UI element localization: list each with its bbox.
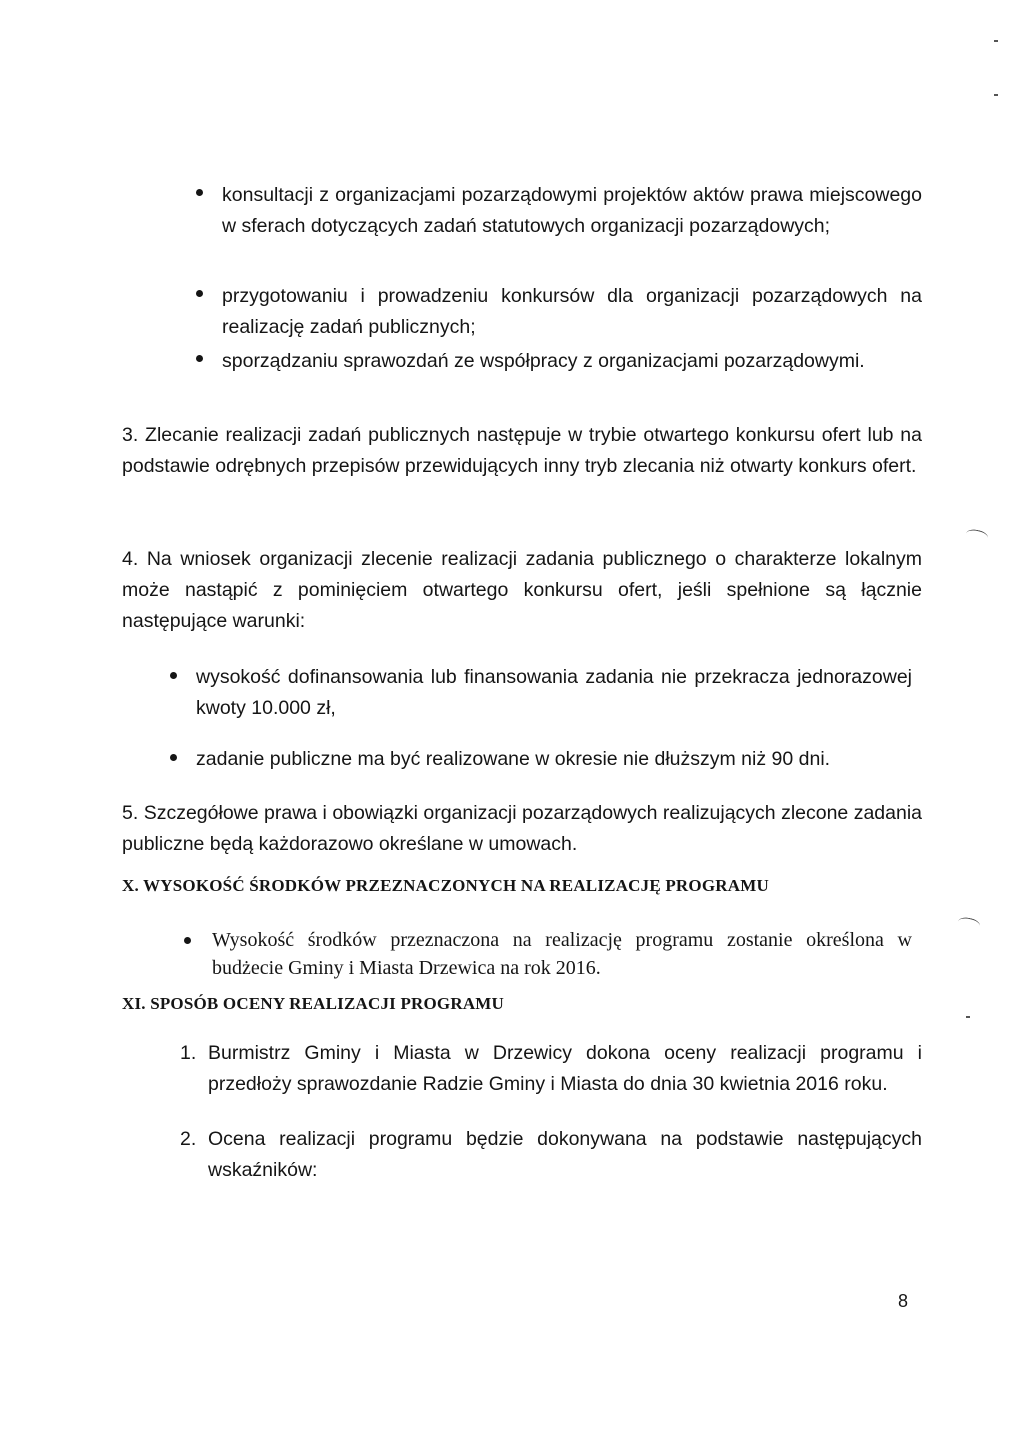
condition-item: zadanie publiczne ma być realizowane w okresie nie dłuższym niż 90 dni. bbox=[196, 748, 831, 770]
list-number: 1. bbox=[180, 1042, 197, 1064]
bullet-dot bbox=[196, 290, 203, 297]
evaluation-item: Ocena realizacji programu będzie dokonywana na podstawie następujących wskaźników: bbox=[208, 1128, 922, 1181]
list-number: 2. bbox=[180, 1128, 197, 1150]
bullet-dot bbox=[196, 189, 203, 196]
paragraph-3 bbox=[122, 420, 922, 482]
scan-mark bbox=[994, 94, 998, 96]
paragraph-text: Szczegółowe prawa i obowiązki organizacji pozarządowych realizujących zlecone zadania publiczne będą każdorazowo określane w umowach. bbox=[122, 802, 923, 855]
funding-bullet: Wysokość środków przeznaczona na realizację programu zostanie określona w budżecie Gminy i Miasta Drzewica na rok 2016. bbox=[212, 929, 912, 979]
bullet-dot bbox=[170, 754, 177, 761]
paragraph-number: 3. bbox=[122, 424, 139, 446]
bullet-dot bbox=[184, 937, 191, 944]
page-number: 8 bbox=[898, 1291, 909, 1311]
bullet-dot bbox=[196, 355, 203, 362]
condition-item: wysokość dofinansowania lub finansowania zadania nie przekracza jednorazowej kwoty 10.000 zł, bbox=[196, 666, 912, 719]
paragraph-text: Zlecanie realizacji zadań publicznych następuje w trybie otwartego konkursu ofert lub na podstawie odrębnych przepisów przewidujących inny tryb zlecania niż otwarty konkurs ofert. bbox=[122, 424, 922, 477]
scan-mark bbox=[965, 528, 989, 543]
bullet-item: sporządzaniu sprawozdań ze współpracy z organizacjami pozarządowymi. bbox=[222, 350, 865, 372]
bullet-item: przygotowaniu i prowadzeniu konkursów dla organizacji pozarządowych na realizację zadań publicznych; bbox=[222, 285, 922, 338]
paragraph-number: 4. bbox=[122, 548, 139, 570]
paragraph-5 bbox=[122, 798, 922, 860]
paragraph-4 bbox=[122, 544, 922, 637]
bullet-item: konsultacji z organizacjami pozarządowymi projektów aktów prawa miejscowego w sferach dotyczących zadań statutowych organizacji pozarządowych; bbox=[222, 184, 922, 237]
scan-mark bbox=[994, 40, 998, 42]
section-heading-x: X. WYSOKOŚĆ ŚRODKÓW PRZEZNACZONYCH NA REALIZACJĘ PROGRAMU bbox=[122, 876, 769, 895]
scan-mark bbox=[966, 1016, 970, 1018]
evaluation-item: Burmistrz Gminy i Miasta w Drzewicy dokona oceny realizacji programu i przedłoży sprawozdanie Radzie Gminy i Miasta do dnia 30 kwietnia 2016 roku. bbox=[208, 1042, 922, 1095]
paragraph-number: 5. bbox=[122, 802, 139, 824]
scan-mark bbox=[957, 916, 981, 931]
paragraph-text: Na wniosek organizacji zlecenie realizacji zadania publicznego o charakterze lokalnym może nastąpić z pominięciem otwartego konkursu ofert, jeśli spełnione są łącznie następujące warunki: bbox=[122, 548, 923, 632]
section-heading-xi: XI. SPOSÓB OCENY REALIZACJI PROGRAMU bbox=[122, 994, 505, 1013]
bullet-dot bbox=[170, 672, 177, 679]
